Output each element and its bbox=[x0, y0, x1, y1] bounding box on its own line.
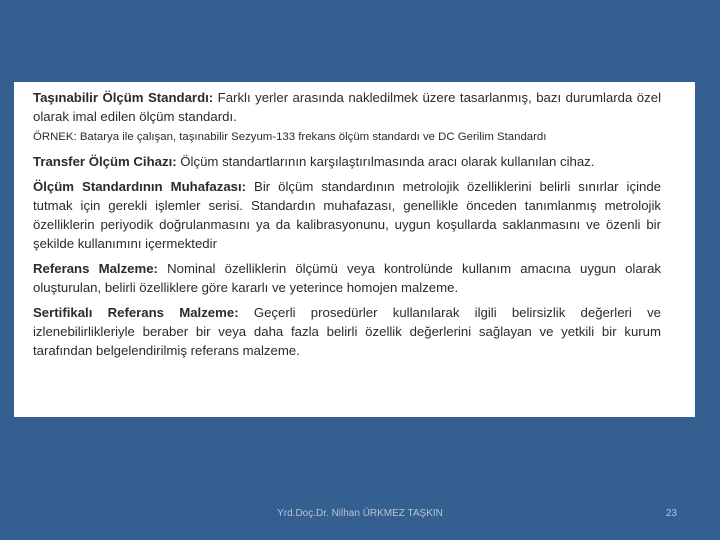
footer-author: Yrd.Doç.Dr. Nilhan ÜRKMEZ TAŞKIN bbox=[277, 508, 443, 519]
definition-text: Nominal özelliklerin ölçümü veya kontrolünde kullanım amacına uygun olarak oluşturulan, belirli özelliklere göre kararlı ve yeterince homojen malzeme. bbox=[33, 261, 662, 295]
definition-transfer-device bbox=[33, 152, 661, 171]
definition-standard-maintenance bbox=[33, 177, 661, 253]
definition-text: Geçerli prosedürler kullanılarak ilgili belirsizlik değerleri ve izlenebilirlikleriyle beraber bir veya daha fazla belirli özellik değerlerini sağlayan ve yetkili bir kurum tarafından belgelendirilmiş referans malzeme. bbox=[33, 305, 661, 358]
page-number: 23 bbox=[665, 508, 677, 519]
definitions-card bbox=[14, 82, 695, 417]
definition-term: Transfer Ölçüm Cihazı: bbox=[33, 154, 177, 169]
definition-reference-material bbox=[33, 259, 661, 297]
definition-certified-reference-material bbox=[33, 303, 661, 360]
definition-term: Taşınabilir Ölçüm Standardı: bbox=[33, 90, 214, 105]
definition-text: Ölçüm standartlarının karşılaştırılmasında aracı olarak kullanılan cihaz. bbox=[176, 154, 595, 169]
definition-portable-standard bbox=[33, 88, 661, 126]
definition-term: Ölçüm Standardının Muhafazası: bbox=[33, 179, 247, 194]
example-text: ÖRNEK: Batarya ile çalışan, taşınabilir Sezyum-133 frekans ölçüm standardı ve DC Gerilim Standardı bbox=[33, 131, 547, 143]
definition-term: Referans Malzeme: bbox=[33, 261, 158, 276]
definition-text: Bir ölçüm standardının metrolojik özelliklerini belirli sınırlar içinde tutmak için gerekli işlemler serisi. Standardın muhafazası, genellikle önceden tanımlanmış metrolojik özelliklerin periyodik doğrulanmasını ya da kalibrasyonunu, uygun koşullarda saklanmasını ve özenli bir şekilde kullanımını içermektedir bbox=[33, 179, 661, 251]
definition-text: Farklı yerler arasında nakledilmek üzere tasarlanmış, bazı durumlarda özel olarak imal edilen ölçüm standardı. bbox=[33, 90, 661, 124]
definition-term: Sertifikalı Referans Malzeme: bbox=[33, 305, 239, 320]
